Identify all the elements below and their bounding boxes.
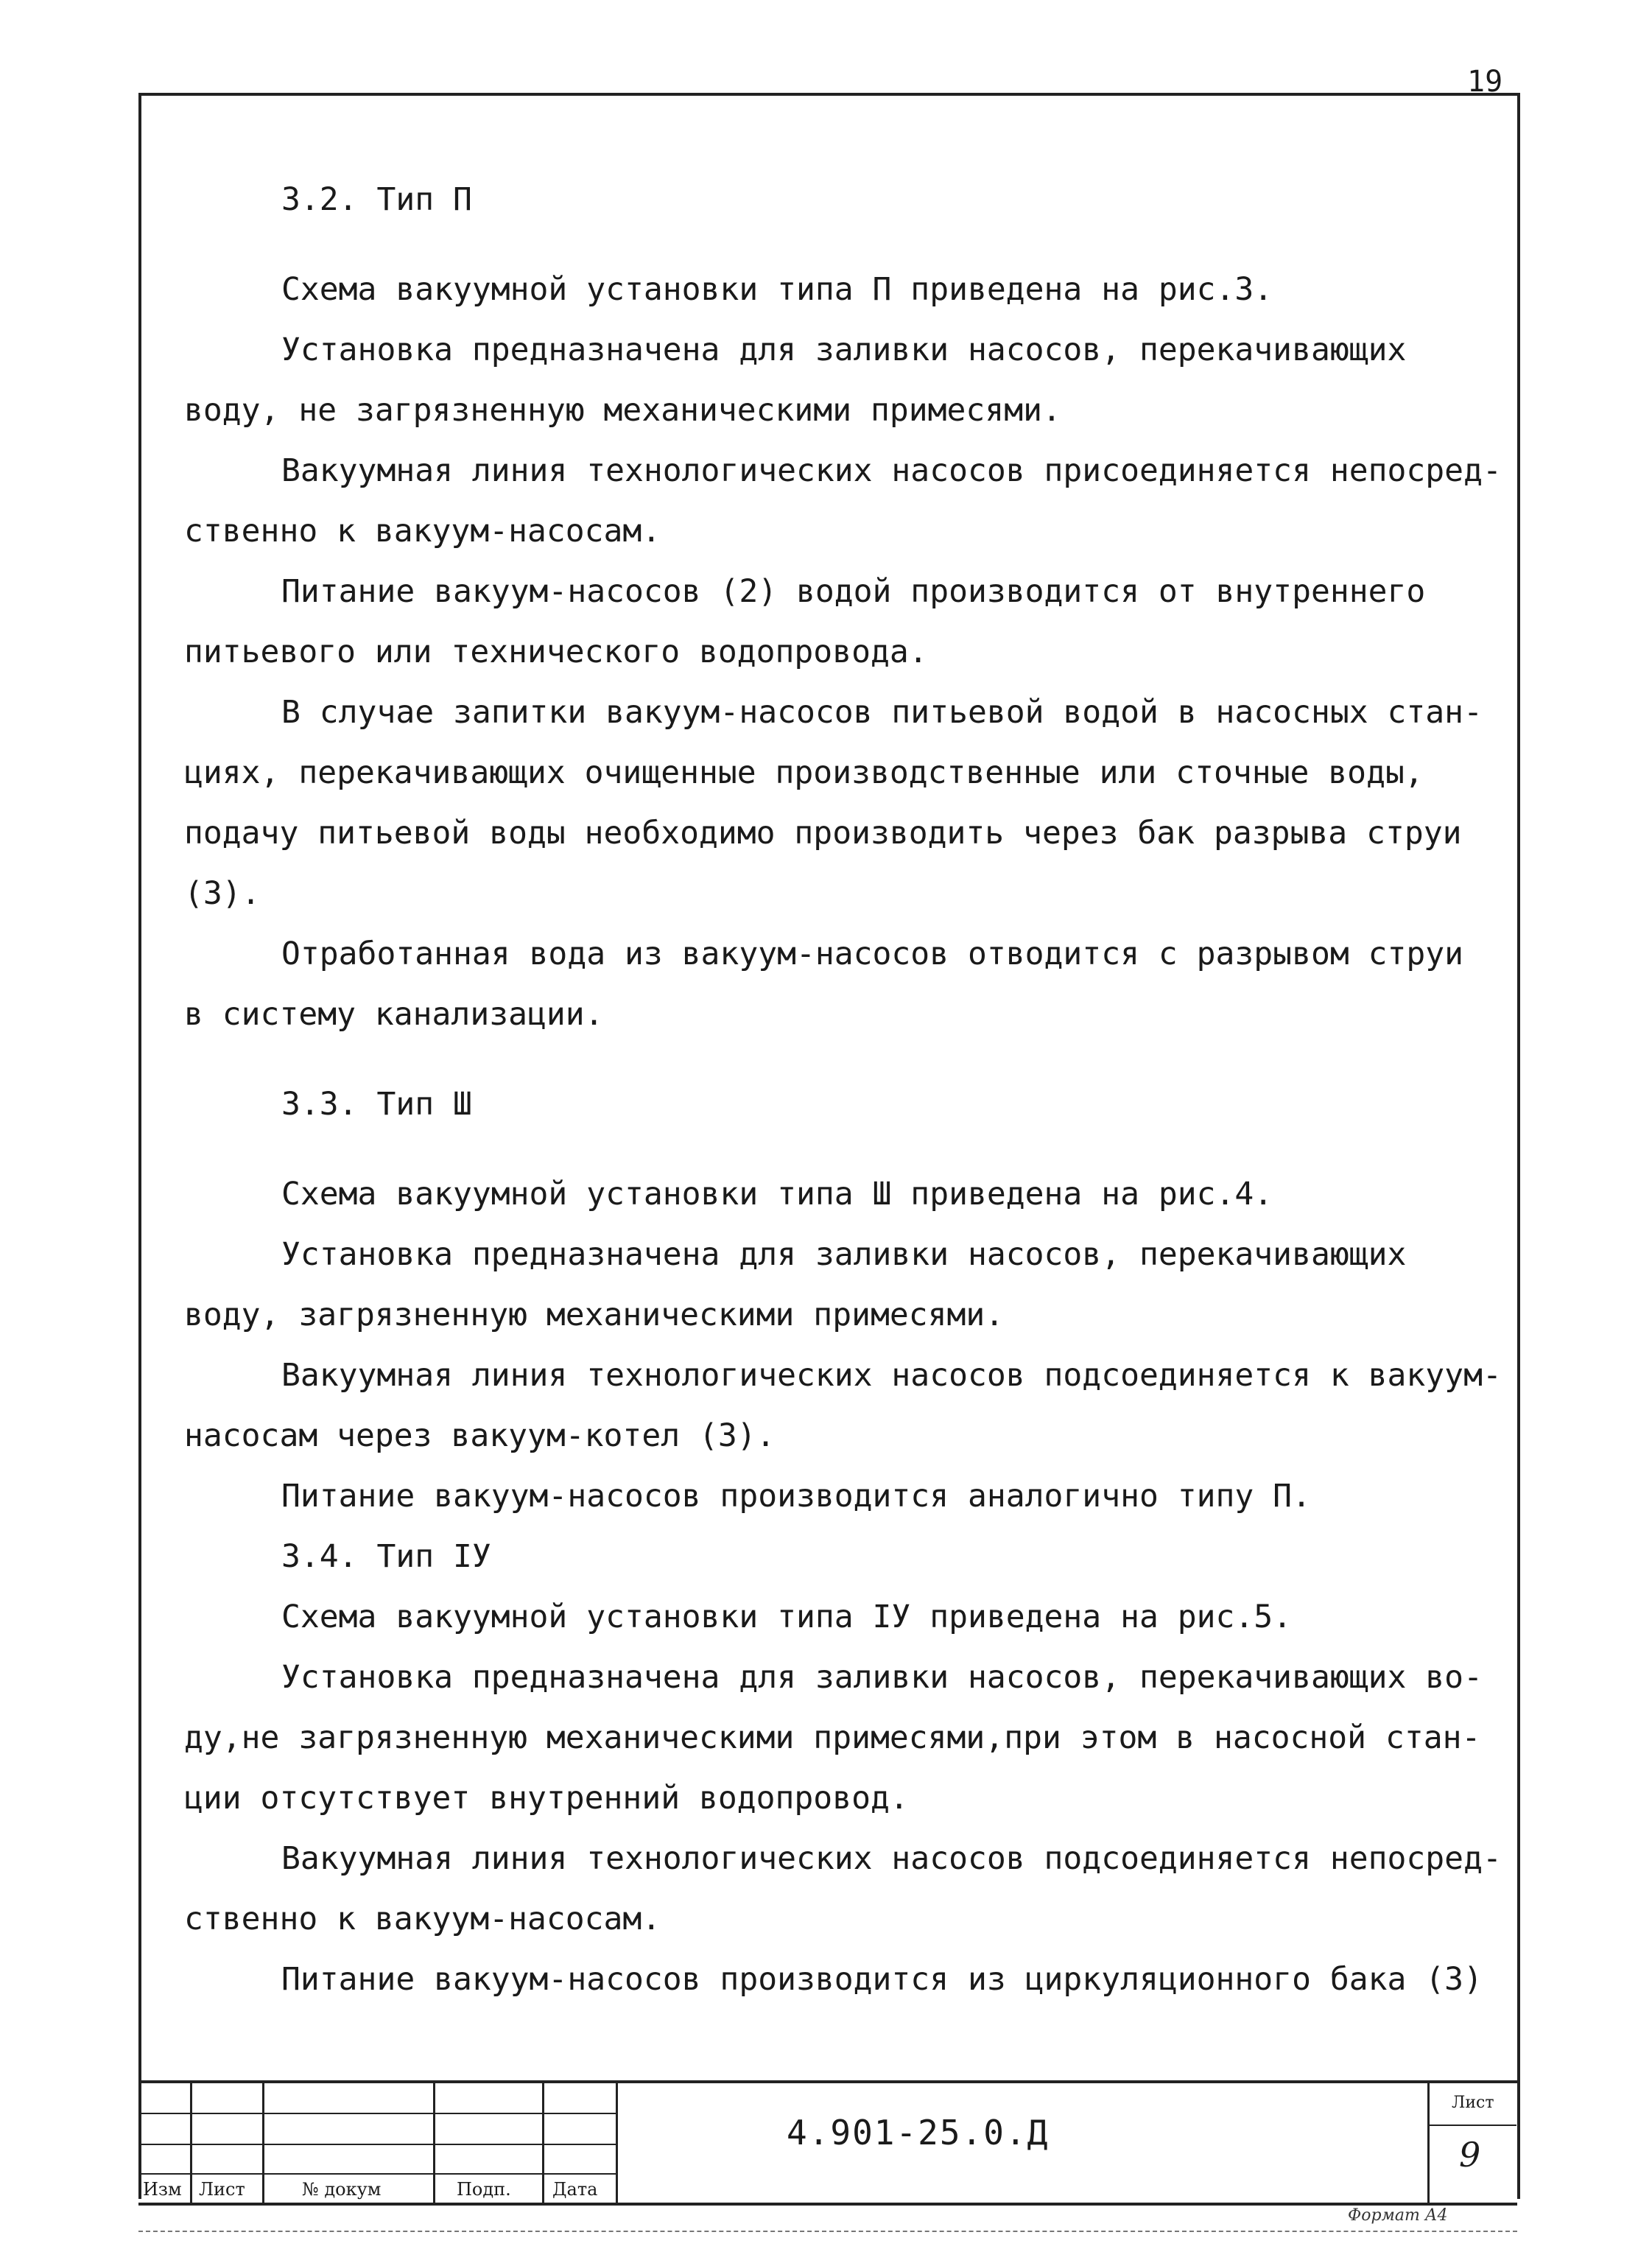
paragraph-line: Вакуумная линия технологических насосов подсоединяется к вакуум- [281, 1357, 1502, 1394]
grid-col-line [262, 2083, 264, 2203]
section-3-2-heading: 3.2. Тип П [281, 181, 472, 218]
grid-col-line [190, 2083, 192, 2203]
grid-row-line [138, 2173, 617, 2175]
label-list: Лист [199, 2179, 245, 2200]
title-block [138, 2080, 1517, 2206]
grid-row-line [138, 2113, 617, 2114]
paragraph-line: Установка предназначена для заливки насосов, перекачивающих [281, 331, 1407, 368]
document-body [184, 169, 1502, 2010]
paragraph-line: Установка предназначена для заливки насосов, перекачивающих [281, 1236, 1407, 1273]
paragraph-line: ственно к вакуум-насосам. [184, 513, 661, 550]
label-izm: Изм [143, 2179, 182, 2200]
paragraph-line: ции отсутствует внутренний водопровод. [184, 1780, 909, 1817]
paragraph-line: циях, перекачивающих очищенные производственные или сточные воды, [184, 754, 1424, 791]
sheet-number: 9 [1459, 2135, 1481, 2175]
grid-col-line [542, 2083, 544, 2203]
paragraph-line: Отработанная вода из вакуум-насосов отводится с разрывом струи [281, 936, 1464, 972]
paragraph-line: Установка предназначена для заливки насосов, перекачивающих во- [281, 1659, 1483, 1696]
paragraph-line: В случае запитки вакуум-насосов питьевой водой в насосных стан- [281, 694, 1483, 731]
paragraph-line: ду,не загрязненную механическими примесями,при этом в насосной стан- [184, 1719, 1481, 1756]
grid-row-line [138, 2144, 617, 2145]
paragraph-line: Питание вакуум-насосов (2) водой производится от внутреннего [281, 573, 1426, 610]
paragraph-line: подачу питьевой воды необходимо производить через бак разрыва струи [184, 815, 1462, 852]
label-signature: Подп. [457, 2179, 511, 2200]
bottom-cut-line [138, 2231, 1517, 2232]
label-date: Дата [552, 2179, 598, 2200]
paragraph-line: Вакуумная линия технологических насосов присоединяется непосред- [281, 452, 1502, 489]
paragraph-line: (3). [184, 875, 261, 912]
sheet-label: Лист [1452, 2094, 1494, 2112]
paragraph-line: Питание вакуум-насосов производится из циркуляционного бака (3) [281, 1961, 1483, 1998]
paragraph-line: Схема вакуумной установки типа Ш приведена на рис.4. [281, 1176, 1273, 1213]
format-note: Формат А4 [1348, 2206, 1448, 2225]
sheet-divider [1430, 2125, 1516, 2126]
paragraph-line: Схема вакуумной установки типа IУ приведена на рис.5. [281, 1599, 1293, 1635]
grid-col-line [433, 2083, 435, 2203]
grid-col-line [616, 2083, 618, 2203]
document-code: 4.901-25.0.Д [787, 2113, 1050, 2153]
paragraph-line: в систему канализации. [184, 996, 604, 1033]
paragraph-line: Питание вакуум-насосов производится аналогично типу П. [281, 1478, 1311, 1515]
paragraph-line: Вакуумная линия технологических насосов подсоединяется непосред- [281, 1840, 1502, 1877]
top-page-number: 19 [1467, 65, 1503, 99]
paragraph-line: Схема вакуумной установки типа П приведена на рис.3. [281, 271, 1273, 308]
revision-grid [138, 2083, 617, 2203]
paragraph-line: ственно к вакуум-насосам. [184, 1901, 661, 1937]
paragraph-line: питьевого или технического водопровода. [184, 634, 928, 670]
sheet-box [1427, 2083, 1516, 2203]
label-doc-number: № докум [302, 2179, 382, 2200]
section-3-3-heading: 3.3. Тип Ш [281, 1086, 472, 1123]
paragraph-line: воду, загрязненную механическими примесями. [184, 1297, 1005, 1333]
paragraph-line: воду, не загрязненную механическими примесями. [184, 392, 1061, 429]
section-3-4-heading: 3.4. Тип IУ [281, 1538, 491, 1575]
paragraph-line: насосам через вакуум-котел (3). [184, 1417, 776, 1454]
